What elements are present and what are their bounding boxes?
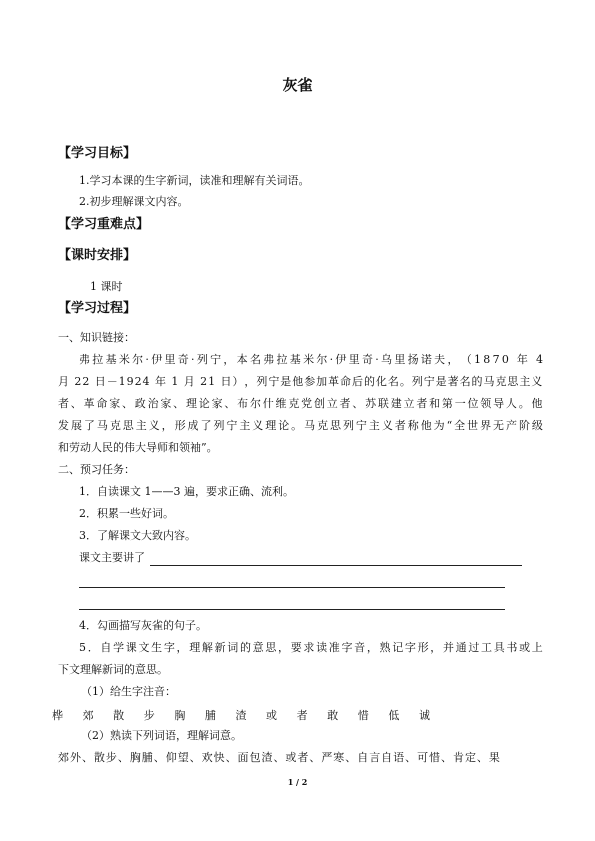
preview-heading: 二、预习任务： xyxy=(58,463,135,476)
schedule-text: 1 课时 xyxy=(90,280,123,293)
preview-task-continued: 下文理解新词的意思。 xyxy=(58,663,168,676)
character-item: 敢 xyxy=(327,709,339,722)
character-item: 渣 xyxy=(235,709,247,722)
answer-blank-line[interactable] xyxy=(79,609,505,610)
subtask-label: （2）熟读下列词语，理解词意。 xyxy=(81,729,242,742)
preview-task: 3．了解课文大致内容。 xyxy=(79,529,196,542)
character-item: 胸 xyxy=(174,709,186,722)
character-list xyxy=(52,707,430,723)
knowledge-paragraph-line: 和劳动人民的伟大导师和领袖”。 xyxy=(58,441,218,454)
character-item: 脯 xyxy=(204,709,216,722)
knowledge-paragraph-line: 弗 拉 基 米 尔 · 伊 里 奇 · 列 宁 ， 本 名 弗 拉 基 米 尔 · 伊 里 奇 · 乌 里 扬 诺 夫 ， （ 1 8 7 0 年 4 xyxy=(79,353,543,366)
character-item: 诚 xyxy=(418,709,430,722)
character-item: 桦 xyxy=(52,709,63,722)
summary-prompt: 课文主要讲了 xyxy=(79,551,145,564)
page-number: 1 / 2 xyxy=(287,777,308,787)
goal-item: 1.学习本课的生字新词，读准和理解有关词语。 xyxy=(79,174,310,187)
answer-blank-line[interactable] xyxy=(150,565,522,566)
knowledge-paragraph-line: 月 2 2 日 － 1 9 2 4 年 1 月 2 1 日 ） ， 列 宁 是 他 参 加 革 命 后 的 化 名 。 列 宁 是 著 名 的 马 克 思 主 义 xyxy=(58,375,543,388)
section-heading-difficulty: 【学习重难点】 xyxy=(58,217,150,232)
character-item: 低 xyxy=(388,709,400,722)
preview-task: 2．积累一些好词。 xyxy=(79,507,174,520)
character-item: 散 xyxy=(113,709,125,722)
section-heading-process: 【学习过程】 xyxy=(58,301,137,316)
character-item: 者 xyxy=(296,709,308,722)
character-item: 步 xyxy=(143,709,155,722)
knowledge-heading: 一、知识链接： xyxy=(58,331,135,344)
character-item: 惜 xyxy=(357,709,369,722)
section-heading-goals: 【学习目标】 xyxy=(58,146,137,161)
character-item: 郊 xyxy=(82,709,94,722)
preview-task: 1．自读课文 1——3 遍，要求正确、流利。 xyxy=(79,485,294,498)
subtask-label: （1）给生字注音： xyxy=(81,685,176,698)
goal-item: 2.初步理解课文内容。 xyxy=(79,195,189,208)
preview-task: 5 ． 自 学 课 文 生 字 ， 理 解 新 词 的 意 思 ， 要 求 读 准 字 音 ， 熟 记 字 形 ， 并 通 过 工 具 书 或 上 xyxy=(79,641,543,654)
word-list: 郊 外 、 散 步 、 胸 脯 、 仰 望 、 欢 快 、 面 包 渣 、 或 者 、 严 寒 、 自 言 自 语 、 可 惜 、 肯 定 、 果 xyxy=(58,751,500,764)
section-heading-schedule: 【课时安排】 xyxy=(58,248,137,263)
knowledge-paragraph-line: 者 、 革 命 家 、 政 治 家 、 理 论 家 、 布 尔 什 维 克 党 创 立 者 、 苏 联 建 立 者 和 第 一 位 领 导 人 。 他 xyxy=(58,397,543,410)
page-title: 灰雀 xyxy=(282,76,313,94)
knowledge-paragraph-line: 发 展 了 马 克 思 主 义 ， 形 成 了 列 宁 主 义 理 论 。 马 克 思 列 宁 主 义 者 称 他 为 “ 全 世 界 无 产 阶 级 xyxy=(58,419,543,432)
preview-task: 4．勾画描写灰雀的句子。 xyxy=(79,619,207,632)
character-item: 或 xyxy=(266,709,278,722)
answer-blank-line[interactable] xyxy=(79,587,505,588)
